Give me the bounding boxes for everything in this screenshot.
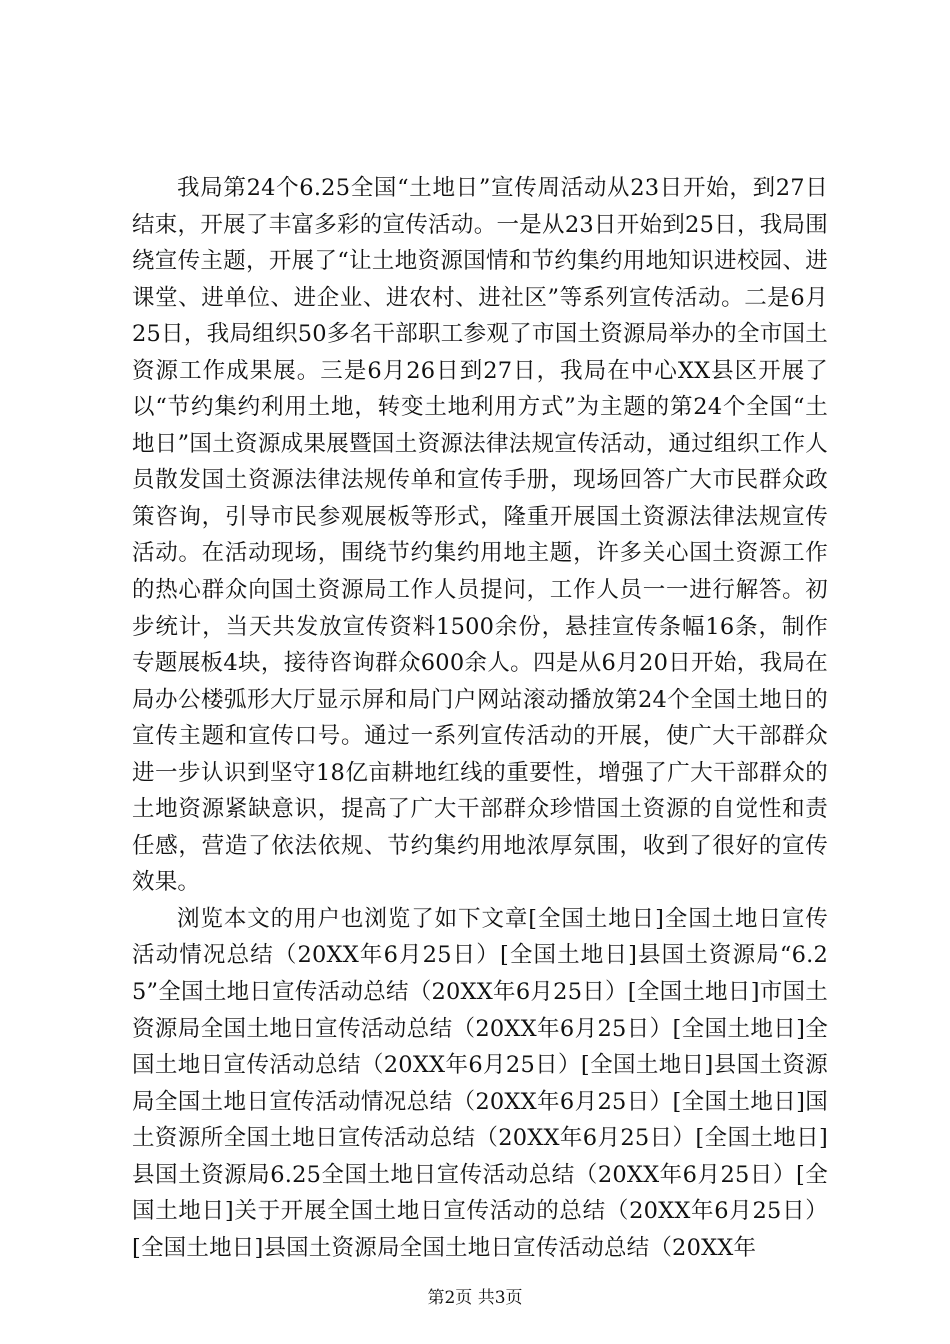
page-number: 第2页 共3页: [427, 1288, 523, 1308]
page-footer: [0, 1286, 950, 1310]
document-body: [132, 170, 828, 1266]
body-paragraph-related-articles: 浏览本文的用户也浏览了如下文章[全国土地日]全国土地日宣传活动情况总结（20XX年6月25日）[全国土地日]县国土资源局“6.25”全国土地日宣传活动总结（20XX年6月25日）[全国土地日]市国土资源局全国土地日宣传活动总结（20XX年6月25日）[全国土地日]全国土地日宣传活动总结（20XX年6月25日）[全国土地日]县国土资源局全国土地日宣传活动情况总结（20XX年6月25日）[全国土地日]国土资源所全国土地日宣传活动总结（20XX年6月25日）[全国土地日]县国土资源局6.25全国土地日宣传活动总结（20XX年6月25日）[全国土地日]关于开展全国土地日宣传活动的总结（20XX年6月25日）[全国土地日]县国土资源局全国土地日宣传活动总结（20XX年: [132, 905, 828, 1261]
body-paragraph-report: 我局第24个6.25全国“土地日”宣传周活动从23日开始，到27日结束，开展了丰富多彩的宣传活动。一是从23日开始到25日，我局围绕宣传主题，开展了“让土地资源国情和节约集约用地知识进校园、进课堂、进单位、进企业、进农村、进社区”等系列宣传活动。二是6月25日，我局组织50多名干部职工参观了市国土资源局举办的全市国土资源工作成果展。三是6月26日到27日，我局在中心XX县区开展了以“节约集约利用土地，转变土地利用方式”为主题的第24个全国“土地日”国土资源成果展暨国土资源法律法规宣传活动，通过组织工作人员散发国土资源法律法规传单和宣传手册，现场回答广大市民群众政策咨询，引导市民参观展板等形式，隆重开展国土资源法律法规宣传活动。在活动现场，围绕节约集约用地主题，许多关心国土资源工作的热心群众向国土资源局工作人员提问，工作人员一一进行解答。初步统计，当天共发放宣传资料1500余份，悬挂宣传条幅16条，制作专题展板4块，接待咨询群众600余人。四是从6月20日开始，我局在局办公楼弧形大厅显示屏和局门户网站滚动播放第24个全国土地日的宣传主题和宣传口号。通过一系列宣传活动的开展，使广大干部群众进一步认识到坚守18亿亩耕地红线的重要性，增强了广大干部群众的土地资源紧缺意识，提高了广大干部群众珍惜国土资源的自觉性和责任感，营造了依法依规、节约集约用地浓厚氛围，收到了很好的宣传效果。: [132, 175, 828, 896]
